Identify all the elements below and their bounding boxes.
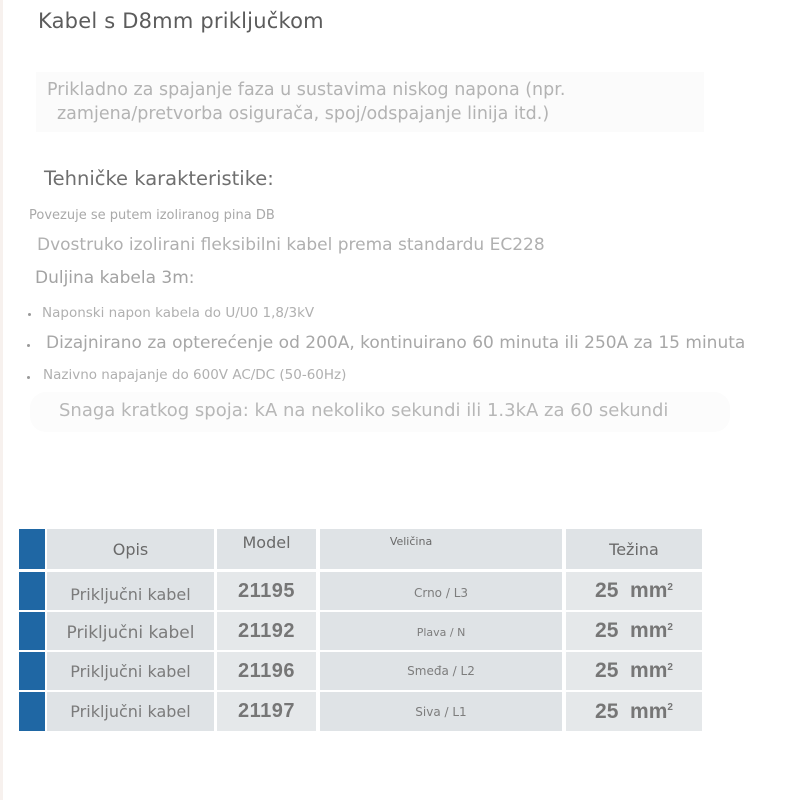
cell-tezina-text: 25 mm (595, 579, 668, 602)
bullet-icon (27, 344, 30, 347)
cell-velicina-text: Siva / L1 (415, 704, 467, 719)
header-tezina (566, 529, 702, 569)
cell-model-text: 21195 (237, 579, 295, 602)
cell-velicina-text: Smeđa / L2 (407, 664, 475, 678)
cell-model-text: 21192 (237, 619, 295, 642)
spec-item: Duljina kabela 3m: (35, 268, 195, 288)
page-title: Kabel s D8mm priključkom (38, 9, 324, 33)
spec-item: Naponski napon kabela do U/U0 1,8/3kV (42, 305, 315, 321)
spec-item: Dizajnirano za opterećenje od 200A, kontinuirano 60 minuta ili 250A za 15 minuta (46, 333, 746, 353)
cell-model (217, 692, 316, 731)
cell-opis (47, 572, 214, 610)
unit-exponent: 2 (667, 702, 673, 713)
specs-heading: Tehničke karakteristike: (44, 167, 274, 190)
bullet-icon (28, 313, 31, 316)
header-opis (47, 529, 214, 569)
header-opis-label: Opis (112, 539, 149, 559)
cell-velicina (320, 572, 562, 610)
spec-item: Povezuje se putem izoliranog pina DB (29, 208, 275, 223)
cell-tezina (566, 572, 702, 610)
intro-line-2: zamjena/pretvorba osigurača, spoj/odspajanje linija itd.) (57, 104, 550, 124)
cell-tezina (566, 692, 702, 731)
cell-tezina (566, 652, 702, 690)
intro-line-1: Prikladno za spajanje faza u sustavima niskog napona (npr. (47, 80, 566, 100)
unit-exponent: 2 (667, 661, 673, 673)
cell-opis-text: Priključni kabel (70, 702, 191, 721)
cell-tezina-text: 25 mm (595, 659, 668, 682)
row-marker (19, 652, 45, 690)
row-marker (19, 612, 45, 650)
cell-model (217, 612, 316, 650)
cell-opis (47, 692, 214, 731)
spec-item: Snaga kratkog spoja: kA na nekoliko sekundi ili 1.3kA za 60 sekundi (59, 400, 669, 421)
cell-tezina-text: 25 mm (595, 699, 668, 723)
cell-model-text: 21196 (237, 659, 295, 682)
left-edge (0, 0, 3, 800)
bullet-icon (27, 376, 30, 379)
header-velicina (320, 529, 562, 569)
header-velicina-label: Veličina (389, 535, 433, 548)
spec-item: Dvostruko izolirani fleksibilni kabel prema standardu EC228 (37, 235, 545, 255)
cell-velicina (320, 652, 562, 690)
header-model (217, 529, 316, 569)
cell-tezina (566, 612, 702, 650)
cell-velicina (320, 692, 562, 731)
cell-opis-text: Priključni kabel (66, 623, 195, 643)
header-model-label: Model (242, 533, 291, 552)
row-marker (19, 529, 45, 569)
cell-opis-text: Priključni kabel (70, 661, 191, 681)
cell-velicina-text: Crno / L3 (413, 586, 469, 600)
cell-opis (47, 652, 214, 690)
cell-tezina-text: 25 mm (595, 619, 668, 642)
cell-opis-text: Priključni kabel (70, 584, 191, 604)
cell-model (217, 652, 316, 690)
cell-opis (47, 612, 214, 650)
cell-velicina (320, 612, 562, 650)
spec-item: Nazivno napajanje do 600V AC/DC (50-60Hz) (43, 367, 347, 383)
header-tezina-label: Težina (609, 539, 659, 559)
cell-model-text: 21197 (237, 700, 295, 722)
unit-exponent: 2 (667, 621, 673, 633)
cell-model (217, 572, 316, 610)
unit-exponent: 2 (667, 581, 673, 593)
row-marker (19, 692, 45, 731)
cell-velicina-text: Plava / N (416, 625, 466, 639)
row-marker (19, 572, 45, 610)
